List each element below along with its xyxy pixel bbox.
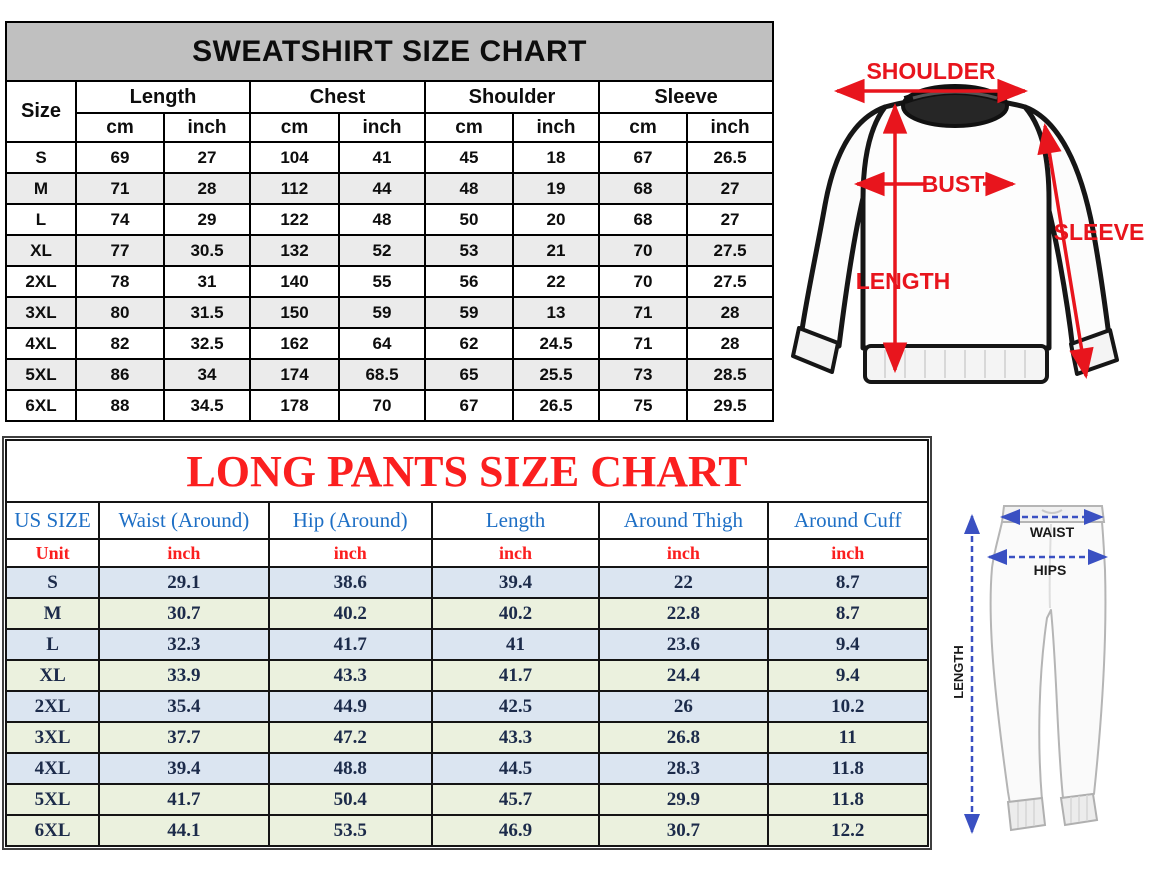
cell: 52 [339, 235, 425, 266]
cell: 22 [599, 567, 767, 598]
cell: 26 [599, 691, 767, 722]
pants-illustration [991, 506, 1106, 830]
cell: 44.1 [99, 815, 268, 846]
cell: 71 [599, 297, 687, 328]
cell: 31.5 [164, 297, 250, 328]
col-header-sleeve: Sleeve [599, 81, 773, 113]
row-size-label: 2XL [6, 266, 76, 297]
bust-measure-label: BUST [921, 171, 985, 197]
cell: 88 [76, 390, 164, 421]
cell: 27 [687, 204, 773, 235]
cell: 44.5 [432, 753, 599, 784]
table-row [6, 629, 928, 660]
cell: 70 [599, 235, 687, 266]
unit-cell-inch: inch [687, 113, 773, 142]
table-row [6, 753, 928, 784]
cell: 140 [250, 266, 339, 297]
shoulder-measure-label: SHOULDER [866, 58, 996, 84]
cell: 41.7 [99, 784, 268, 815]
sweatshirt-size-table [5, 21, 774, 422]
cell: 41.7 [432, 660, 599, 691]
cell: 67 [425, 390, 513, 421]
cell: 48.8 [269, 753, 432, 784]
table-row [6, 359, 773, 390]
row-size-label: S [6, 142, 76, 173]
table-row [6, 142, 773, 173]
table-row [6, 598, 928, 629]
pants-measurement-diagram [930, 440, 1150, 870]
cell: 9.4 [768, 629, 928, 660]
cell: 77 [76, 235, 164, 266]
cell: 31 [164, 266, 250, 297]
cell: 80 [76, 297, 164, 328]
cell: 29.1 [99, 567, 268, 598]
cell: 39.4 [432, 567, 599, 598]
cell: 68 [599, 204, 687, 235]
hips-measure-label: HIPS [1033, 562, 1067, 578]
table-row [6, 815, 928, 846]
cell: 27.5 [687, 235, 773, 266]
table-row [6, 660, 928, 691]
row-size-label: XL [6, 235, 76, 266]
cell: 27 [687, 173, 773, 204]
table-row [6, 328, 773, 359]
cell: 42.5 [432, 691, 599, 722]
cell: 44 [339, 173, 425, 204]
unit-cell-cm: cm [425, 113, 513, 142]
col-header-length: Length [432, 502, 599, 539]
row-size-label: 2XL [6, 691, 99, 722]
cell: 24.4 [599, 660, 767, 691]
cell: 32.5 [164, 328, 250, 359]
cell: 65 [425, 359, 513, 390]
cell: 26.8 [599, 722, 767, 753]
unit-cell-cm: cm [250, 113, 339, 142]
cell: 41.7 [269, 629, 432, 660]
cell: 8.7 [768, 598, 928, 629]
cell: 25.5 [513, 359, 599, 390]
table-row [6, 390, 773, 421]
cell: 29 [164, 204, 250, 235]
cell: 56 [425, 266, 513, 297]
cell: 71 [76, 173, 164, 204]
col-header-shoulder: Shoulder [425, 81, 599, 113]
cell: 53 [425, 235, 513, 266]
cell: 11.8 [768, 753, 928, 784]
row-size-label: 3XL [6, 722, 99, 753]
cell: 45.7 [432, 784, 599, 815]
col-header-us-size: US SIZE [6, 502, 99, 539]
unit-cell: inch [99, 539, 268, 567]
table-row [6, 784, 928, 815]
row-size-label: L [6, 204, 76, 235]
col-header-chest: Chest [250, 81, 425, 113]
cell: 41 [339, 142, 425, 173]
cell: 150 [250, 297, 339, 328]
cell: 53.5 [269, 815, 432, 846]
cell: 29.9 [599, 784, 767, 815]
cell: 9.4 [768, 660, 928, 691]
cell: 59 [339, 297, 425, 328]
row-size-label: XL [6, 660, 99, 691]
col-header-thigh: Around Thigh [599, 502, 767, 539]
cell: 41 [432, 629, 599, 660]
cell: 43.3 [269, 660, 432, 691]
cell: 39.4 [99, 753, 268, 784]
cell: 19 [513, 173, 599, 204]
cell: 28.3 [599, 753, 767, 784]
unit-cell: inch [269, 539, 432, 567]
cell: 178 [250, 390, 339, 421]
cell: 50 [425, 204, 513, 235]
sleeve-measure-label: SLEEVE [1053, 219, 1145, 245]
cell: 132 [250, 235, 339, 266]
pants-chart-title: LONG PANTS SIZE CHART [6, 440, 928, 502]
cell: 40.2 [269, 598, 432, 629]
cell: 29.5 [687, 390, 773, 421]
cell: 48 [425, 173, 513, 204]
unit-cell-inch: inch [339, 113, 425, 142]
cell: 23.6 [599, 629, 767, 660]
cell: 86 [76, 359, 164, 390]
sweatshirt-measurement-diagram [785, 0, 1150, 432]
cell: 28 [687, 297, 773, 328]
table-row [6, 722, 928, 753]
unit-cell-cm: cm [76, 113, 164, 142]
waist-measure-label: WAIST [1029, 524, 1075, 540]
cell: 24.5 [513, 328, 599, 359]
cell: 69 [76, 142, 164, 173]
col-header-size: Size [6, 81, 76, 142]
cell: 112 [250, 173, 339, 204]
cell: 8.7 [768, 567, 928, 598]
row-size-label: L [6, 629, 99, 660]
cell: 55 [339, 266, 425, 297]
cell: 104 [250, 142, 339, 173]
cell: 70 [339, 390, 425, 421]
row-size-label: 3XL [6, 297, 76, 328]
cell: 28.5 [687, 359, 773, 390]
col-header-hip: Hip (Around) [269, 502, 432, 539]
cell: 67 [599, 142, 687, 173]
cell: 11 [768, 722, 928, 753]
table-row [6, 173, 773, 204]
cell: 30.7 [599, 815, 767, 846]
row-size-label: M [6, 173, 76, 204]
cell: 75 [599, 390, 687, 421]
col-header-length: Length [76, 81, 250, 113]
unit-cell: inch [599, 539, 767, 567]
col-header-waist: Waist (Around) [99, 502, 268, 539]
cell: 48 [339, 204, 425, 235]
cell: 30.5 [164, 235, 250, 266]
cell: 11.8 [768, 784, 928, 815]
table-row [6, 204, 773, 235]
sweatshirt-chart-title: SWEATSHIRT SIZE CHART [6, 22, 773, 81]
unit-label: Unit [6, 539, 99, 567]
row-size-label: 4XL [6, 753, 99, 784]
cell: 34.5 [164, 390, 250, 421]
cell: 78 [76, 266, 164, 297]
cell: 44.9 [269, 691, 432, 722]
table-row [6, 235, 773, 266]
pants-size-table [5, 439, 929, 847]
cell: 27.5 [687, 266, 773, 297]
cell: 71 [599, 328, 687, 359]
cell: 20 [513, 204, 599, 235]
cell: 10.2 [768, 691, 928, 722]
unit-cell: inch [768, 539, 928, 567]
unit-cell: inch [432, 539, 599, 567]
row-size-label: 6XL [6, 815, 99, 846]
cell: 50.4 [269, 784, 432, 815]
cell: 21 [513, 235, 599, 266]
unit-cell-inch: inch [164, 113, 250, 142]
cell: 64 [339, 328, 425, 359]
cell: 22 [513, 266, 599, 297]
table-row [6, 266, 773, 297]
cell: 43.3 [432, 722, 599, 753]
cell: 26.5 [687, 142, 773, 173]
pants-size-table-frame [2, 436, 932, 850]
cell: 46.9 [432, 815, 599, 846]
cell: 68 [599, 173, 687, 204]
cell: 82 [76, 328, 164, 359]
length-measure-label: LENGTH [855, 268, 951, 294]
unit-cell-cm: cm [599, 113, 687, 142]
cell: 40.2 [432, 598, 599, 629]
cell: 26.5 [513, 390, 599, 421]
cell: 12.2 [768, 815, 928, 846]
cell: 38.6 [269, 567, 432, 598]
cell: 37.7 [99, 722, 268, 753]
cell: 47.2 [269, 722, 432, 753]
cell: 59 [425, 297, 513, 328]
cell: 33.9 [99, 660, 268, 691]
row-size-label: 5XL [6, 359, 76, 390]
cell: 68.5 [339, 359, 425, 390]
cell: 73 [599, 359, 687, 390]
cell: 70 [599, 266, 687, 297]
cell: 13 [513, 297, 599, 328]
table-row [6, 691, 928, 722]
row-size-label: M [6, 598, 99, 629]
cell: 162 [250, 328, 339, 359]
cell: 30.7 [99, 598, 268, 629]
col-header-cuff: Around Cuff [768, 502, 928, 539]
row-size-label: 5XL [6, 784, 99, 815]
cell: 35.4 [99, 691, 268, 722]
pants-length-measure-label: LENGTH [951, 645, 966, 699]
row-size-label: 4XL [6, 328, 76, 359]
cell: 28 [164, 173, 250, 204]
table-row [6, 567, 928, 598]
cell: 122 [250, 204, 339, 235]
cell: 18 [513, 142, 599, 173]
cell: 34 [164, 359, 250, 390]
cell: 62 [425, 328, 513, 359]
cell: 22.8 [599, 598, 767, 629]
cell: 32.3 [99, 629, 268, 660]
row-size-label: 6XL [6, 390, 76, 421]
cell: 27 [164, 142, 250, 173]
cell: 74 [76, 204, 164, 235]
cell: 174 [250, 359, 339, 390]
table-row [6, 297, 773, 328]
cell: 28 [687, 328, 773, 359]
cell: 45 [425, 142, 513, 173]
row-size-label: S [6, 567, 99, 598]
unit-cell-inch: inch [513, 113, 599, 142]
